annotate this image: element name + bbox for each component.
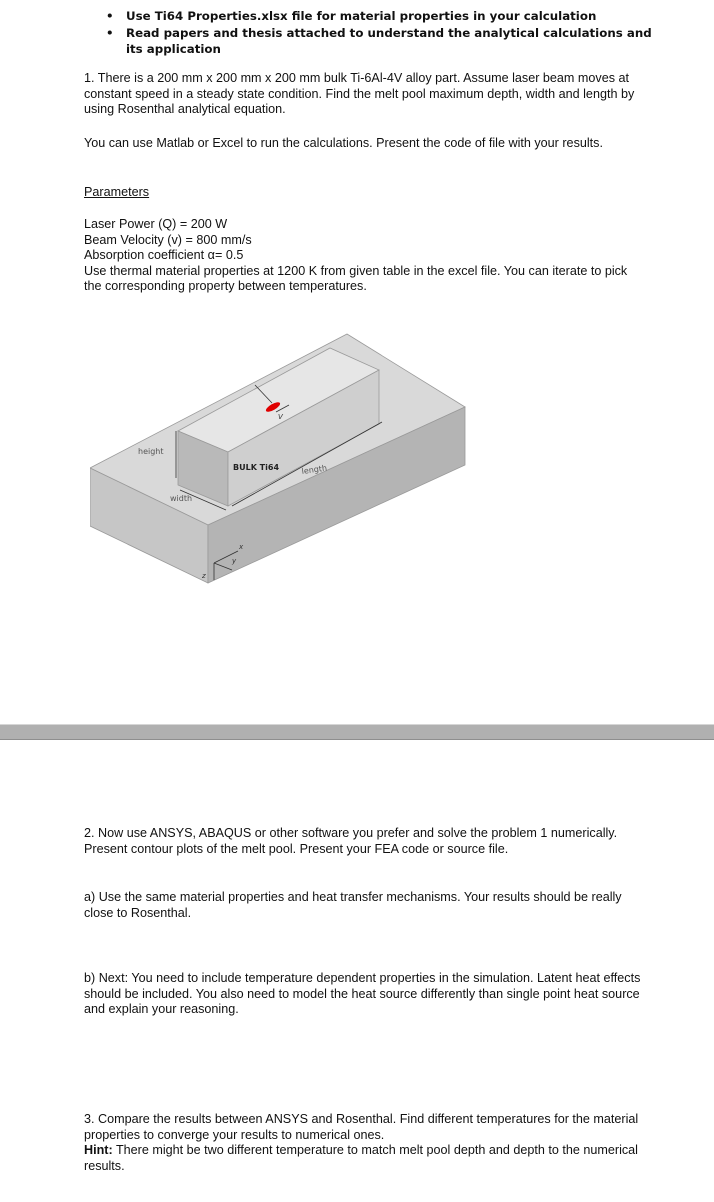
bullet-item [106,25,666,58]
bulk-part-figure [90,330,480,590]
question-3-text: 3. Compare the results between ANSYS and Rosenthal. Find different temperatures for the material properties to converge your results to numerical ones. [84,1112,639,1142]
question-2a-text: a) Use the same material properties and heat transfer mechanisms. Your results should be really close to Rosenthal. [84,890,622,920]
y-axis-label: y [232,557,237,565]
velocity-label: V [278,413,283,421]
bullet-text: Read papers and thesis attached to understand the analytical calculations and its application [126,25,652,57]
bulk-block-label: BULK Ti64 [233,463,280,472]
parameters-list [84,217,644,295]
question-3-hint [84,1143,644,1174]
bullet-item [106,8,666,25]
question-3 [84,1112,644,1174]
page-divider [0,724,714,740]
z-axis-label: z [202,572,206,580]
x-axis-label: x [239,543,244,551]
thermal-note: Use thermal material properties at 1200 K from given table in the excel file. You can iterate to pick the corresponding property between temperatures. [84,263,628,294]
parameter-laser-power: Laser Power (Q) = 200 W [84,217,228,231]
question-2b-text: b) Next: You need to include temperature dependent properties in the simulation. Latent heat effects should be included. You also need to model the heat source differently than single point heat source and explain your reasoning. [84,971,641,1017]
height-label: height [138,447,164,456]
parameter-beam-velocity: Beam Velocity (v) = 800 mm/s [84,232,252,247]
instruction-bullets [106,8,666,58]
bullet-text: Use Ti64 Properties.xlsx file for material properties in your calculation [126,9,597,23]
parameter-absorption: Absorption coefficient α= 0.5 [84,248,244,263]
length-label: length [301,463,328,476]
question-1-tools: You can use Matlab or Excel to run the calculations. Present the code of file with your results. [84,136,603,150]
question-1-text: 1. There is a 200 mm x 200 mm x 200 mm bulk Ti-6Al-4V alloy part. Assume laser beam moves at constant speed in a steady state condition. Find the melt pool maximum depth, width and length by using Rosenthal analytical equation. [84,71,635,117]
question-2-text: 2. Now use ANSYS, ABAQUS or other software you prefer and solve the problem 1 numerically. Present contour plots of the melt pool. Present your FEA code or source file. [84,826,618,856]
parameters-heading: Parameters [84,185,150,199]
bullet-dot-icon: • [106,25,114,40]
width-label: width [170,494,193,503]
hint-text: There might be two different temperature to match melt pool depth and depth to the numerical results. [84,1143,638,1173]
hint-label: Hint: [84,1143,113,1158]
bullet-dot-icon: • [106,9,114,23]
